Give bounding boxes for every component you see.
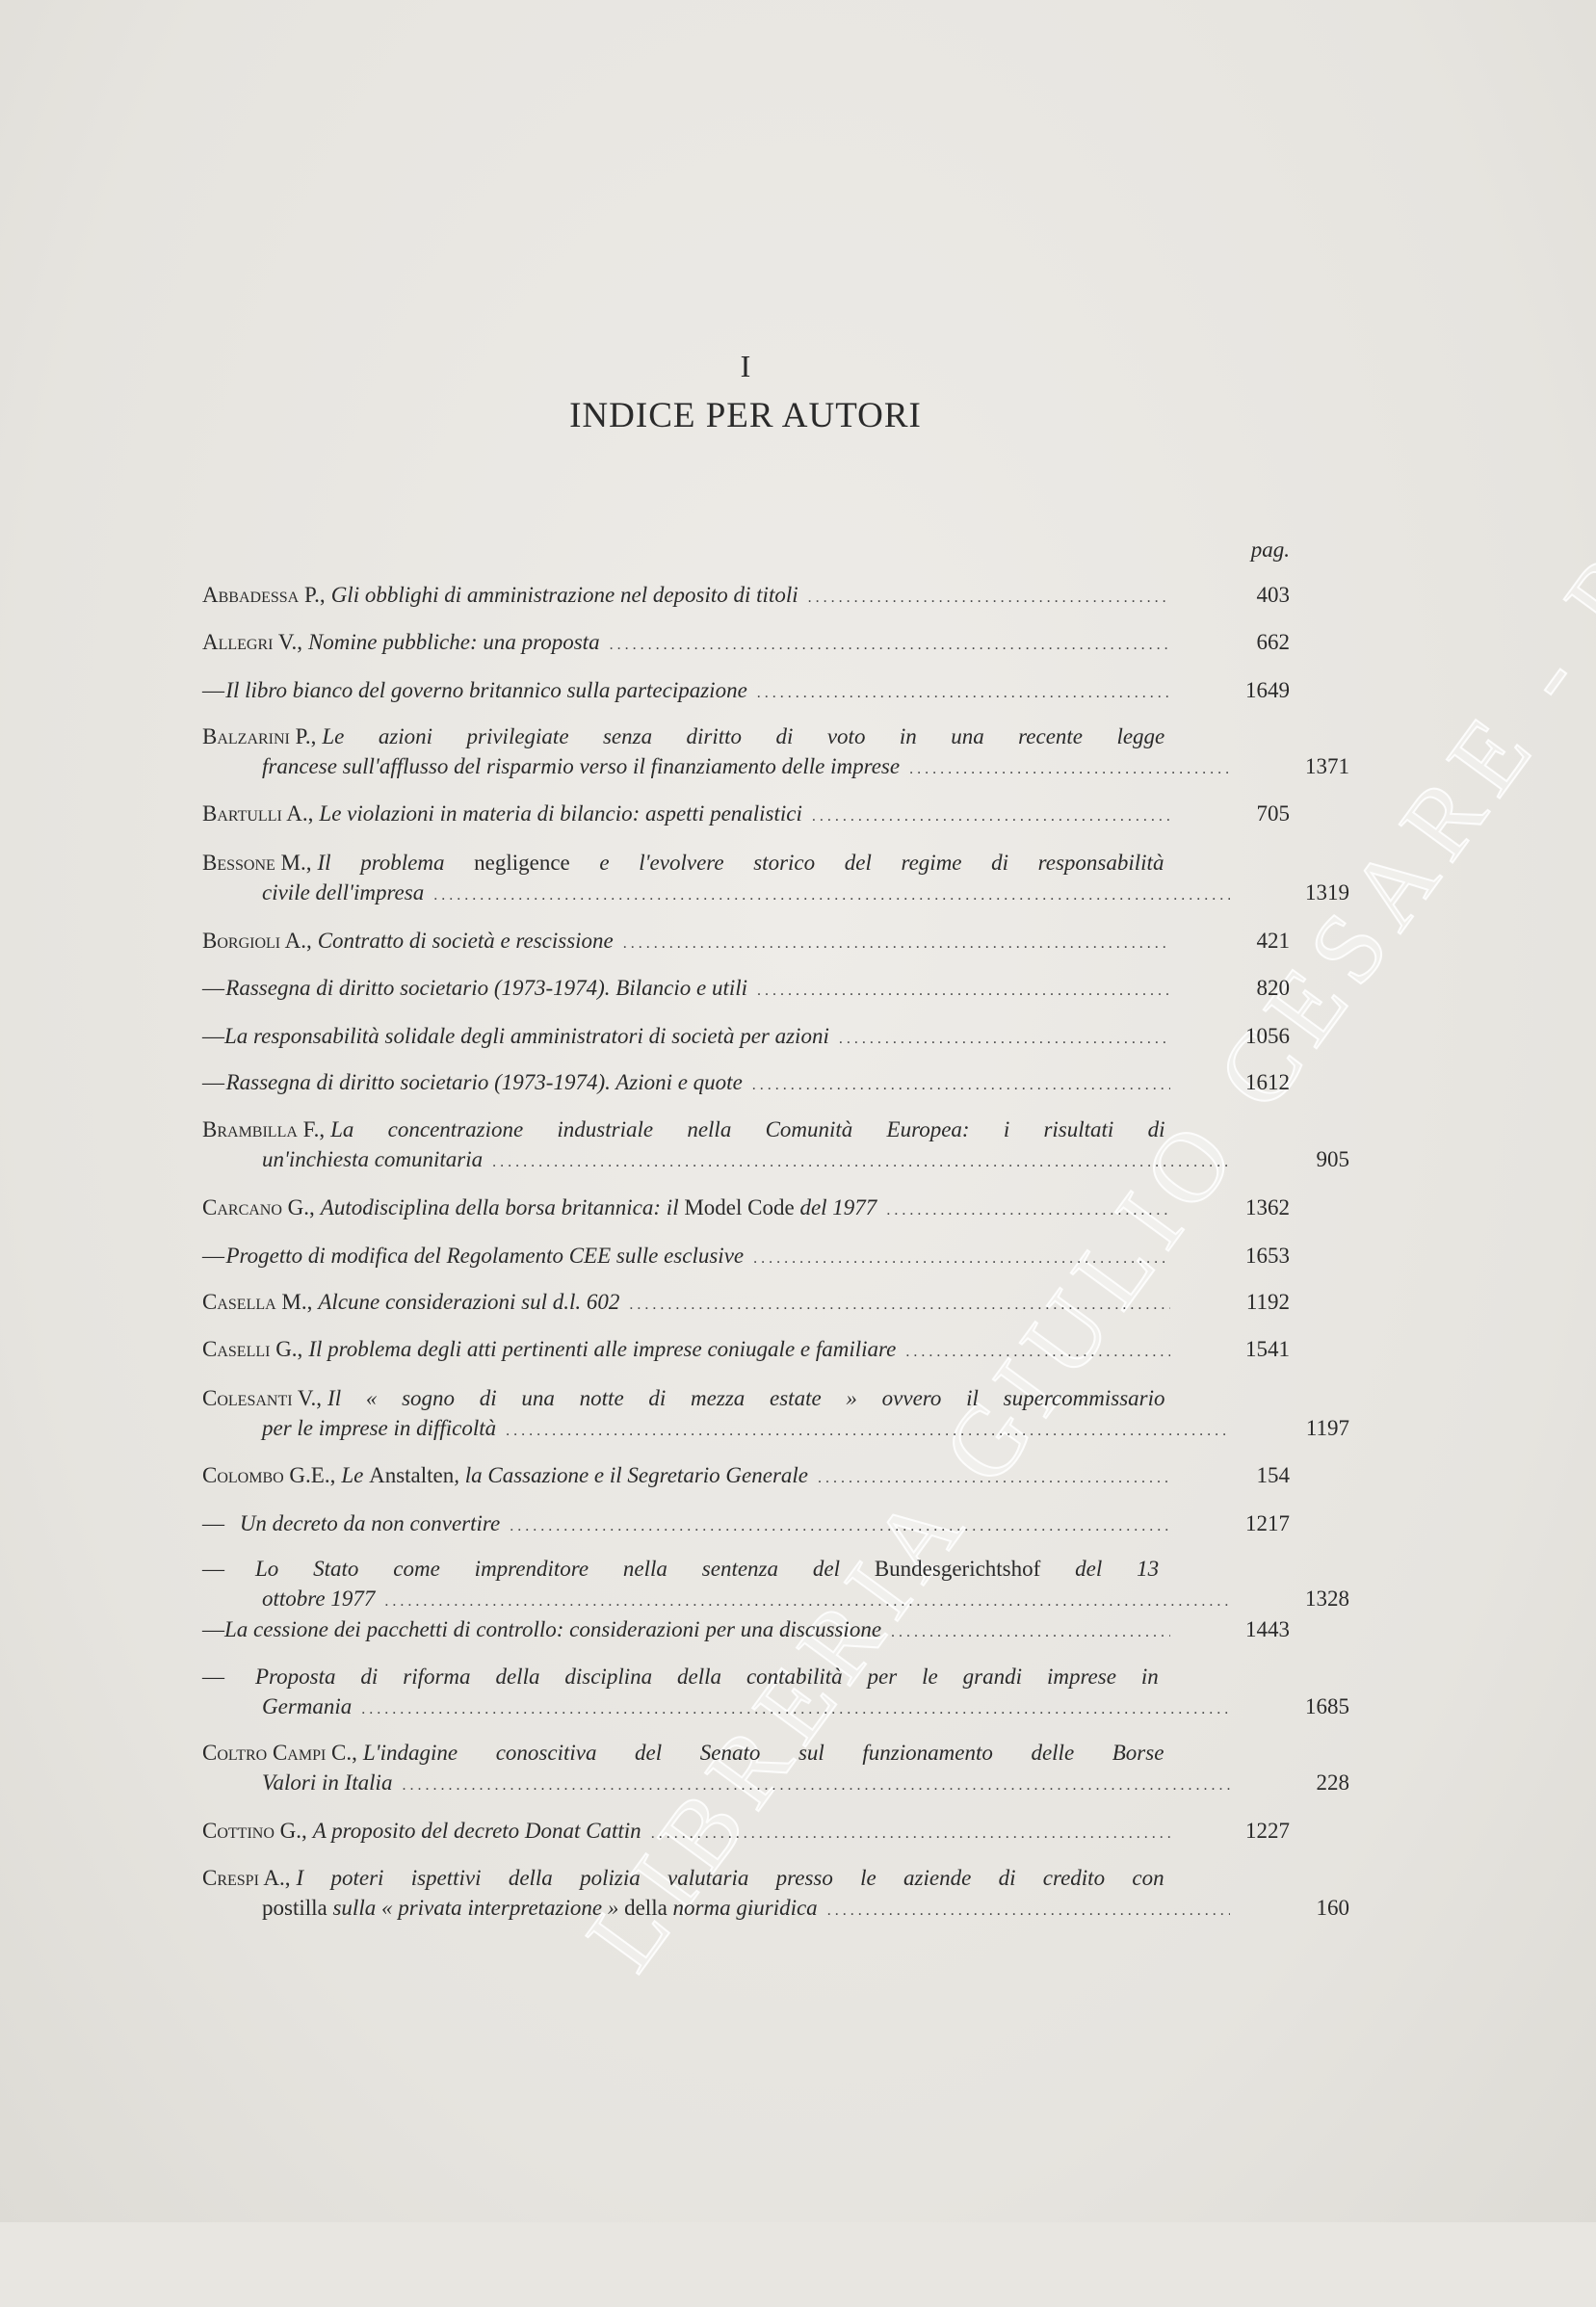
title-text: Le azioni privilegiate senza diritto di voto in una recente legge — [322, 724, 1165, 748]
entry-line — [202, 1114, 1166, 1144]
dot-leader — [361, 1694, 1230, 1724]
title-text: Valori in Italia — [262, 1770, 393, 1795]
dash-marker: — — [202, 1617, 224, 1641]
entry-title — [330, 1114, 1164, 1144]
page-number: 1056 — [1245, 1024, 1290, 1048]
author-name: Bartulli A., — [202, 801, 314, 826]
title-text: Nomine pubbliche: una proposta — [307, 630, 600, 654]
page-number: 1371 — [1305, 754, 1349, 778]
entry-title — [262, 1691, 352, 1721]
dash-marker: — — [202, 1557, 224, 1581]
entry-title — [255, 1662, 1159, 1691]
dash-marker: — — [202, 1070, 224, 1094]
dot-leader — [808, 583, 1170, 613]
entry-line — [202, 1893, 1349, 1923]
title-text: Progetto di modifica del Regolamento CEE sulle esclusive — [225, 1244, 745, 1268]
title-text: Un decreto da non convertire — [239, 1511, 501, 1535]
entry-line — [202, 580, 1290, 610]
title-text: Rassegna di diritto societario (1973-1974). Bilancio e utili — [225, 976, 748, 1000]
entry-title — [321, 1193, 877, 1222]
entry-line — [202, 1508, 1290, 1538]
dot-leader — [812, 801, 1170, 831]
title-text: Rassegna di diritto societario (1973-1974). Azioni e quote — [225, 1070, 743, 1094]
author-name: Casella M., — [202, 1290, 313, 1314]
dot-leader — [757, 678, 1170, 708]
entry-title — [308, 1334, 896, 1364]
page-number: 1541 — [1245, 1337, 1290, 1361]
page-number: 160 — [1316, 1896, 1349, 1920]
entry-line — [202, 721, 1166, 751]
page-number: 820 — [1256, 976, 1290, 1000]
entry-line — [202, 1067, 1290, 1097]
title-text: Il problema — [317, 851, 475, 875]
page-number: 1649 — [1245, 678, 1290, 702]
page-number: 1192 — [1245, 1290, 1290, 1314]
title-text: Germania — [262, 1694, 353, 1718]
page-title: INDICE PER AUTORI — [569, 396, 922, 435]
entry-line — [202, 973, 1290, 1003]
page-number: 403 — [1256, 583, 1290, 607]
author-name: Abbadessa P., — [202, 583, 326, 607]
dot-leader — [651, 1819, 1170, 1848]
entry-line — [202, 1662, 1166, 1691]
title-text: sulla « privata interpretazione » — [327, 1896, 625, 1920]
title-text: La cessione dei pacchetti di controllo: considerazioni per una discussione — [224, 1617, 882, 1641]
page-number: 905 — [1316, 1147, 1349, 1171]
entry-title — [226, 1067, 743, 1097]
entry-line — [202, 1460, 1290, 1490]
title-text: norma giuridica — [667, 1896, 818, 1920]
dot-leader — [623, 929, 1170, 958]
title-text: Il « sogno di una notte di mezza estate » ovvero il supercommissario — [327, 1386, 1165, 1410]
dash-marker: — — [202, 976, 224, 1000]
entry-line — [202, 1241, 1290, 1271]
entry-line — [202, 1383, 1166, 1413]
page-number: 1362 — [1245, 1195, 1290, 1219]
entry-line — [202, 1738, 1166, 1768]
title-text: A proposito del decreto Donat Cattin — [312, 1819, 641, 1843]
entry-line — [202, 1287, 1290, 1317]
entry-title — [224, 1021, 829, 1051]
page-number: 421 — [1256, 929, 1290, 953]
dot-leader — [752, 1070, 1170, 1100]
page-column-label: pag. — [1250, 537, 1290, 562]
title-text-roman: della — [624, 1896, 667, 1920]
page-number: 1653 — [1245, 1244, 1290, 1268]
title-text: del 13 — [1040, 1557, 1160, 1581]
entry-line — [202, 1144, 1349, 1174]
page-number: 705 — [1256, 801, 1290, 826]
dot-leader — [839, 1024, 1170, 1054]
title-text: I poteri ispettivi della polizia valutaria presso le aziende di credito con — [296, 1866, 1164, 1890]
entry-title — [226, 1241, 745, 1271]
entry-title — [225, 973, 747, 1003]
dot-leader — [433, 880, 1230, 910]
entry-title — [318, 926, 614, 956]
title-text: Autodisciplina della borsa britannica: il — [320, 1195, 685, 1219]
dot-leader — [905, 1337, 1170, 1367]
dash-marker: — — [202, 1665, 224, 1689]
author-name: Coltro Campi C., — [202, 1741, 357, 1765]
entry-line — [202, 1193, 1290, 1222]
author-name: Bessone M., — [202, 851, 312, 875]
entry-title — [308, 627, 600, 657]
dot-leader — [610, 630, 1170, 660]
title-text: Contratto di società e rescissione — [317, 929, 614, 953]
entry-title — [262, 1893, 818, 1923]
author-name: Balzarini P., — [202, 724, 317, 748]
entry-line — [202, 1413, 1349, 1443]
author-name: Caselli G., — [202, 1337, 303, 1361]
entry-title — [262, 1144, 483, 1174]
title-text: , la Cassazione e il Segretario Generale — [454, 1463, 808, 1487]
entry-line — [202, 1334, 1290, 1364]
page-number: 1685 — [1305, 1694, 1349, 1718]
title-text: Il libro bianco del governo britannico sulla partecipazione — [225, 678, 747, 702]
entry-title — [262, 1768, 392, 1797]
title-text: La responsabilità solidale degli amministratori di società per azioni — [224, 1024, 829, 1048]
entry-title — [262, 1413, 496, 1443]
dot-leader — [506, 1416, 1230, 1446]
author-name: Cottino G., — [202, 1819, 307, 1843]
page-number: 1197 — [1305, 1416, 1349, 1440]
dot-leader — [402, 1770, 1230, 1800]
entry-title — [322, 721, 1164, 751]
entry-title — [225, 675, 747, 705]
author-name: Colombo G.E., — [202, 1463, 336, 1487]
title-text: per le imprese in difficoltà — [262, 1416, 497, 1440]
author-name: Colesanti V., — [202, 1386, 323, 1410]
page-number: 1319 — [1305, 880, 1349, 904]
entry-line — [202, 1584, 1349, 1613]
title-text: Lo Stato come imprenditore nella sentenza del — [255, 1557, 875, 1581]
entry-line — [202, 848, 1166, 878]
title-text: ottobre 1977 — [262, 1586, 376, 1611]
entry-line — [202, 878, 1349, 907]
dot-leader — [909, 754, 1230, 784]
entry-line — [202, 1691, 1349, 1721]
dash-marker: — — [202, 678, 224, 702]
entry-line — [202, 1021, 1290, 1051]
entry-title — [318, 1287, 619, 1317]
author-name: Crespi A., — [202, 1866, 291, 1890]
dot-leader — [492, 1147, 1230, 1177]
entry-title — [240, 1508, 500, 1538]
dot-leader — [629, 1290, 1170, 1320]
entry-line — [202, 1863, 1166, 1893]
title-text: Gli obblighi di amministrazione nel deposito di titoli — [330, 583, 798, 607]
dot-leader — [891, 1617, 1170, 1647]
entry-title — [313, 1816, 641, 1846]
page-number: 1443 — [1245, 1617, 1290, 1641]
title-text-roman: Model Code — [684, 1195, 795, 1219]
dot-leader — [510, 1511, 1170, 1541]
title-text-roman: Bundesgerichtshof — [874, 1557, 1041, 1581]
entry-title — [331, 580, 798, 610]
page-number: 154 — [1256, 1463, 1290, 1487]
title-text: del 1977 — [794, 1195, 877, 1219]
page-number: 1217 — [1245, 1511, 1290, 1535]
entry-line — [202, 627, 1290, 657]
title-text: e l'evolvere storico del regime di responsabilità — [569, 851, 1164, 875]
page-number: 1227 — [1245, 1819, 1290, 1843]
entry-title — [363, 1738, 1164, 1768]
dash-marker: — — [202, 1244, 224, 1268]
title-text: Le — [341, 1463, 370, 1487]
title-text: Il problema degli atti pertinenti alle imprese coniugale e familiare — [308, 1337, 897, 1361]
entry-title — [327, 1383, 1164, 1413]
dash-marker: — — [202, 1024, 224, 1048]
author-name: Carcano G., — [202, 1195, 315, 1219]
title-text: Le violazioni in materia di bilancio: aspetti penalistici — [319, 801, 802, 826]
title-text-roman: negligence — [474, 851, 570, 875]
dot-leader — [384, 1586, 1230, 1616]
entry-line — [202, 799, 1290, 828]
title-text-roman: postilla — [262, 1896, 327, 1920]
title-text: Proposta di riforma della disciplina della contabilità per le grandi imprese in — [255, 1665, 1159, 1689]
entry-line — [202, 926, 1290, 956]
entry-line — [202, 1768, 1349, 1797]
entry-line — [202, 751, 1349, 781]
author-name: Allegri V., — [202, 630, 302, 654]
entry-title — [224, 1614, 881, 1644]
entry-title — [318, 848, 1164, 878]
page-number: 228 — [1316, 1770, 1349, 1795]
title-text: La concentrazione industriale nella Comunità Europea: i risultati di — [330, 1117, 1165, 1141]
entry-line — [202, 675, 1290, 705]
entry-title — [255, 1554, 1159, 1584]
title-text: civile dell'impresa — [262, 880, 425, 904]
entry-line — [202, 1554, 1166, 1584]
author-name: Brambilla F., — [202, 1117, 326, 1141]
section-number: I — [740, 349, 751, 383]
title-text: L'indagine conoscitiva del Senato sul funzionamento delle Borse — [362, 1741, 1164, 1765]
dash-marker: — — [202, 1511, 224, 1535]
page-number: 1328 — [1305, 1586, 1349, 1611]
entry-title — [262, 1584, 375, 1613]
author-name: Borgioli A., — [202, 929, 312, 953]
title-text-roman: Anstalten — [369, 1463, 455, 1487]
dot-leader — [757, 976, 1170, 1006]
entry-title — [297, 1863, 1164, 1893]
title-text: Alcune considerazioni sul d.l. 602 — [318, 1290, 620, 1314]
entry-title — [262, 878, 424, 907]
title-text: un'inchiesta comunitaria — [262, 1147, 484, 1171]
title-text: francese sull'afflusso del risparmio verso il finanziamento delle imprese — [262, 754, 901, 778]
page-number: 662 — [1256, 630, 1290, 654]
entry-title — [262, 751, 900, 781]
dot-leader — [886, 1195, 1170, 1225]
dot-leader — [827, 1896, 1230, 1926]
dot-leader — [753, 1244, 1170, 1273]
page-number: 1612 — [1245, 1070, 1290, 1094]
entry-title — [319, 799, 802, 828]
entry-title — [341, 1460, 808, 1490]
entry-line — [202, 1614, 1290, 1644]
entry-line — [202, 1816, 1290, 1846]
dot-leader — [818, 1463, 1170, 1493]
